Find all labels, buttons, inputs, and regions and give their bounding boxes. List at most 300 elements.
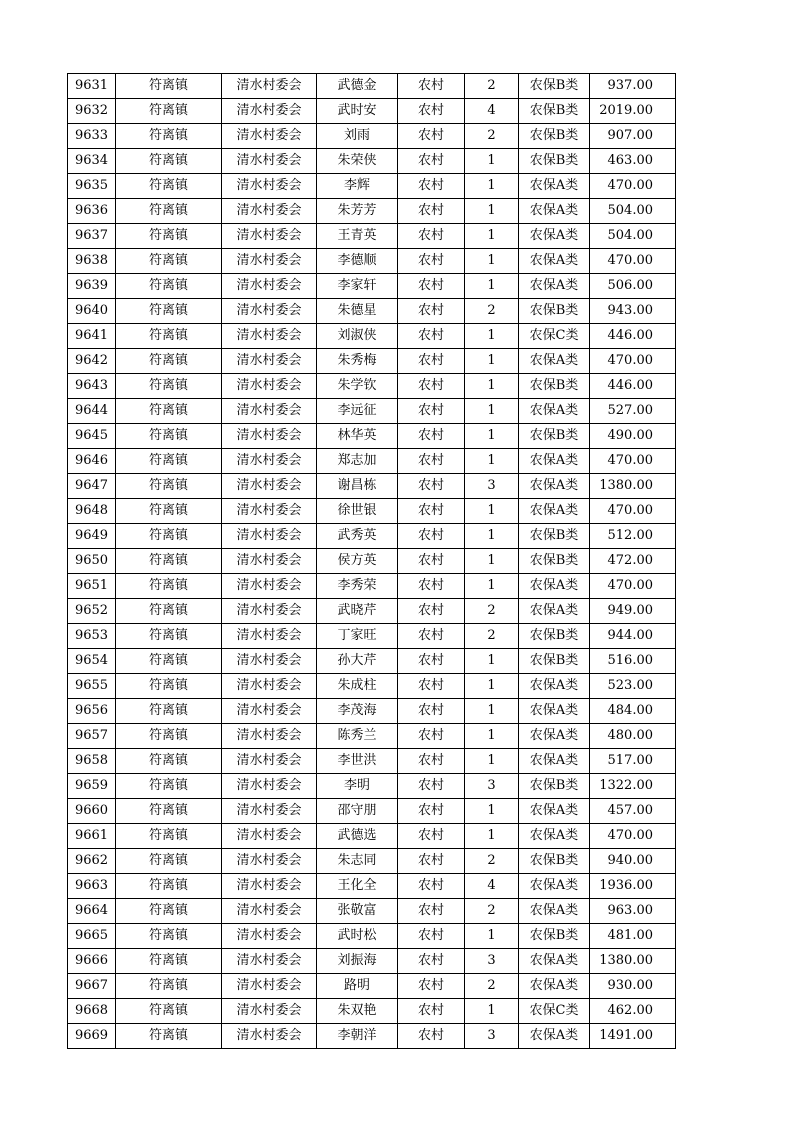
insurance-category-cell: 农保B类	[519, 374, 590, 399]
household-size-cell: 1	[465, 549, 519, 574]
household-size-cell: 3	[465, 949, 519, 974]
serial-cell: 9647	[68, 474, 116, 499]
name-cell: 李秀荣	[317, 574, 398, 599]
area-type-cell: 农村	[398, 599, 465, 624]
insurance-category-cell: 农保B类	[519, 149, 590, 174]
village-committee-cell: 清水村委会	[222, 474, 317, 499]
insurance-category-cell: 农保B类	[519, 74, 590, 99]
area-type-cell: 农村	[398, 474, 465, 499]
serial-cell: 9667	[68, 974, 116, 999]
insurance-category-cell: 农保C类	[519, 324, 590, 349]
village-committee-cell: 清水村委会	[222, 774, 317, 799]
town-cell: 符离镇	[116, 374, 222, 399]
household-size-cell: 2	[465, 899, 519, 924]
household-size-cell: 1	[465, 449, 519, 474]
amount-cell: 1322.00	[590, 774, 676, 799]
table-row	[68, 199, 676, 224]
area-type-cell: 农村	[398, 824, 465, 849]
town-cell: 符离镇	[116, 824, 222, 849]
village-committee-cell: 清水村委会	[222, 974, 317, 999]
insurance-category-cell: 农保B类	[519, 124, 590, 149]
table-row	[68, 624, 676, 649]
village-committee-cell: 清水村委会	[222, 199, 317, 224]
village-committee-cell: 清水村委会	[222, 249, 317, 274]
table-row	[68, 374, 676, 399]
village-committee-cell: 清水村委会	[222, 299, 317, 324]
name-cell: 朱秀梅	[317, 349, 398, 374]
amount-cell: 470.00	[590, 574, 676, 599]
village-committee-cell: 清水村委会	[222, 374, 317, 399]
table-row	[68, 949, 676, 974]
insurance-category-cell: 农保A类	[519, 274, 590, 299]
town-cell: 符离镇	[116, 499, 222, 524]
amount-cell: 470.00	[590, 249, 676, 274]
table-row	[68, 349, 676, 374]
area-type-cell: 农村	[398, 974, 465, 999]
table-row	[68, 774, 676, 799]
village-committee-cell: 清水村委会	[222, 124, 317, 149]
town-cell: 符离镇	[116, 699, 222, 724]
name-cell: 朱芳芳	[317, 199, 398, 224]
household-size-cell: 1	[465, 249, 519, 274]
serial-cell: 9632	[68, 99, 116, 124]
area-type-cell: 农村	[398, 1024, 465, 1049]
area-type-cell: 农村	[398, 74, 465, 99]
insurance-category-cell: 农保A类	[519, 949, 590, 974]
household-size-cell: 2	[465, 849, 519, 874]
name-cell: 李朝洋	[317, 1024, 398, 1049]
serial-cell: 9665	[68, 924, 116, 949]
village-committee-cell: 清水村委会	[222, 849, 317, 874]
serial-cell: 9669	[68, 1024, 116, 1049]
insurance-category-cell: 农保A类	[519, 199, 590, 224]
table-row	[68, 74, 676, 99]
serial-cell: 9651	[68, 574, 116, 599]
table-row	[68, 649, 676, 674]
serial-cell: 9662	[68, 849, 116, 874]
table-row	[68, 474, 676, 499]
household-size-cell: 1	[465, 224, 519, 249]
area-type-cell: 农村	[398, 674, 465, 699]
serial-cell: 9668	[68, 999, 116, 1024]
town-cell: 符离镇	[116, 274, 222, 299]
area-type-cell: 农村	[398, 849, 465, 874]
insurance-category-cell: 农保A类	[519, 799, 590, 824]
village-committee-cell: 清水村委会	[222, 649, 317, 674]
household-size-cell: 1	[465, 749, 519, 774]
area-type-cell: 农村	[398, 999, 465, 1024]
area-type-cell: 农村	[398, 274, 465, 299]
area-type-cell: 农村	[398, 399, 465, 424]
household-size-cell: 1	[465, 724, 519, 749]
amount-cell: 937.00	[590, 74, 676, 99]
serial-cell: 9654	[68, 649, 116, 674]
amount-cell: 457.00	[590, 799, 676, 824]
table-row	[68, 499, 676, 524]
amount-cell: 517.00	[590, 749, 676, 774]
area-type-cell: 农村	[398, 424, 465, 449]
town-cell: 符离镇	[116, 774, 222, 799]
town-cell: 符离镇	[116, 974, 222, 999]
town-cell: 符离镇	[116, 724, 222, 749]
area-type-cell: 农村	[398, 374, 465, 399]
town-cell: 符离镇	[116, 199, 222, 224]
name-cell: 王化全	[317, 874, 398, 899]
name-cell: 武时安	[317, 99, 398, 124]
town-cell: 符离镇	[116, 549, 222, 574]
insurance-category-cell: 农保A类	[519, 699, 590, 724]
town-cell: 符离镇	[116, 399, 222, 424]
insurance-category-cell: 农保A类	[519, 824, 590, 849]
amount-cell: 1380.00	[590, 474, 676, 499]
area-type-cell: 农村	[398, 299, 465, 324]
serial-cell: 9638	[68, 249, 116, 274]
village-committee-cell: 清水村委会	[222, 899, 317, 924]
name-cell: 武秀英	[317, 524, 398, 549]
table-row	[68, 924, 676, 949]
serial-cell: 9659	[68, 774, 116, 799]
name-cell: 朱德星	[317, 299, 398, 324]
insurance-category-cell: 农保C类	[519, 999, 590, 1024]
name-cell: 朱学钦	[317, 374, 398, 399]
amount-cell: 506.00	[590, 274, 676, 299]
household-size-cell: 1	[465, 574, 519, 599]
town-cell: 符离镇	[116, 574, 222, 599]
serial-cell: 9645	[68, 424, 116, 449]
name-cell: 侯方英	[317, 549, 398, 574]
amount-cell: 463.00	[590, 149, 676, 174]
town-cell: 符离镇	[116, 74, 222, 99]
village-committee-cell: 清水村委会	[222, 724, 317, 749]
amount-cell: 943.00	[590, 299, 676, 324]
serial-cell: 9653	[68, 624, 116, 649]
household-size-cell: 4	[465, 874, 519, 899]
serial-cell: 9633	[68, 124, 116, 149]
village-committee-cell: 清水村委会	[222, 149, 317, 174]
household-size-cell: 1	[465, 199, 519, 224]
serial-cell: 9641	[68, 324, 116, 349]
serial-cell: 9635	[68, 174, 116, 199]
amount-cell: 527.00	[590, 399, 676, 424]
insurance-category-cell: 农保A类	[519, 899, 590, 924]
table-row	[68, 899, 676, 924]
village-committee-cell: 清水村委会	[222, 599, 317, 624]
table-row	[68, 424, 676, 449]
town-cell: 符离镇	[116, 674, 222, 699]
household-size-cell: 3	[465, 774, 519, 799]
household-size-cell: 1	[465, 324, 519, 349]
insurance-category-cell: 农保A类	[519, 399, 590, 424]
serial-cell: 9646	[68, 449, 116, 474]
insurance-category-cell: 农保B类	[519, 774, 590, 799]
household-size-cell: 1	[465, 524, 519, 549]
area-type-cell: 农村	[398, 324, 465, 349]
name-cell: 李明	[317, 774, 398, 799]
household-size-cell: 3	[465, 1024, 519, 1049]
town-cell: 符离镇	[116, 624, 222, 649]
village-committee-cell: 清水村委会	[222, 424, 317, 449]
name-cell: 朱荣侠	[317, 149, 398, 174]
area-type-cell: 农村	[398, 624, 465, 649]
amount-cell: 907.00	[590, 124, 676, 149]
insurance-category-cell: 农保B类	[519, 524, 590, 549]
household-size-cell: 1	[465, 824, 519, 849]
household-size-cell: 1	[465, 699, 519, 724]
name-cell: 邵守朋	[317, 799, 398, 824]
amount-cell: 1491.00	[590, 1024, 676, 1049]
serial-cell: 9658	[68, 749, 116, 774]
table-row	[68, 174, 676, 199]
area-type-cell: 农村	[398, 874, 465, 899]
area-type-cell: 农村	[398, 349, 465, 374]
household-size-cell: 1	[465, 149, 519, 174]
name-cell: 刘振海	[317, 949, 398, 974]
household-size-cell: 2	[465, 74, 519, 99]
town-cell: 符离镇	[116, 124, 222, 149]
household-size-cell: 1	[465, 274, 519, 299]
table-row	[68, 299, 676, 324]
serial-cell: 9648	[68, 499, 116, 524]
amount-cell: 480.00	[590, 724, 676, 749]
insurance-category-cell: 农保B类	[519, 549, 590, 574]
name-cell: 孙大芹	[317, 649, 398, 674]
area-type-cell: 农村	[398, 649, 465, 674]
insurance-category-cell: 农保B类	[519, 849, 590, 874]
amount-cell: 470.00	[590, 174, 676, 199]
village-committee-cell: 清水村委会	[222, 449, 317, 474]
town-cell: 符离镇	[116, 899, 222, 924]
area-type-cell: 农村	[398, 724, 465, 749]
amount-cell: 472.00	[590, 549, 676, 574]
village-committee-cell: 清水村委会	[222, 224, 317, 249]
household-size-cell: 1	[465, 349, 519, 374]
insurance-category-cell: 农保A类	[519, 1024, 590, 1049]
village-committee-cell: 清水村委会	[222, 799, 317, 824]
name-cell: 林华英	[317, 424, 398, 449]
village-committee-cell: 清水村委会	[222, 874, 317, 899]
insurance-category-cell: 农保A类	[519, 974, 590, 999]
insurance-category-cell: 农保A类	[519, 674, 590, 699]
name-cell: 武晓芹	[317, 599, 398, 624]
name-cell: 朱双艳	[317, 999, 398, 1024]
household-size-cell: 2	[465, 974, 519, 999]
insurance-category-cell: 农保A类	[519, 599, 590, 624]
household-size-cell: 1	[465, 374, 519, 399]
area-type-cell: 农村	[398, 99, 465, 124]
area-type-cell: 农村	[398, 749, 465, 774]
town-cell: 符离镇	[116, 99, 222, 124]
village-committee-cell: 清水村委会	[222, 524, 317, 549]
household-size-cell: 1	[465, 674, 519, 699]
serial-cell: 9649	[68, 524, 116, 549]
table-row	[68, 824, 676, 849]
town-cell: 符离镇	[116, 599, 222, 624]
table-row	[68, 799, 676, 824]
insurance-category-cell: 农保A类	[519, 499, 590, 524]
serial-cell: 9660	[68, 799, 116, 824]
table-row	[68, 874, 676, 899]
household-size-cell: 1	[465, 799, 519, 824]
amount-cell: 1380.00	[590, 949, 676, 974]
serial-cell: 9644	[68, 399, 116, 424]
town-cell: 符离镇	[116, 249, 222, 274]
serial-cell: 9637	[68, 224, 116, 249]
table-row	[68, 549, 676, 574]
area-type-cell: 农村	[398, 524, 465, 549]
table-row	[68, 124, 676, 149]
name-cell: 朱志同	[317, 849, 398, 874]
serial-cell: 9643	[68, 374, 116, 399]
insurance-category-cell: 农保A类	[519, 174, 590, 199]
roster-body	[68, 74, 676, 1049]
insurance-category-cell: 农保B类	[519, 424, 590, 449]
serial-cell: 9631	[68, 74, 116, 99]
village-committee-cell: 清水村委会	[222, 674, 317, 699]
village-committee-cell: 清水村委会	[222, 824, 317, 849]
village-committee-cell: 清水村委会	[222, 574, 317, 599]
town-cell: 符离镇	[116, 649, 222, 674]
serial-cell: 9664	[68, 899, 116, 924]
table-row	[68, 1024, 676, 1049]
town-cell: 符离镇	[116, 324, 222, 349]
town-cell: 符离镇	[116, 474, 222, 499]
table-row	[68, 99, 676, 124]
name-cell: 谢昌栋	[317, 474, 398, 499]
amount-cell: 930.00	[590, 974, 676, 999]
amount-cell: 504.00	[590, 199, 676, 224]
serial-cell: 9640	[68, 299, 116, 324]
insurance-category-cell: 农保A类	[519, 224, 590, 249]
amount-cell: 2019.00	[590, 99, 676, 124]
village-committee-cell: 清水村委会	[222, 549, 317, 574]
village-committee-cell: 清水村委会	[222, 699, 317, 724]
name-cell: 张敬富	[317, 899, 398, 924]
town-cell: 符离镇	[116, 299, 222, 324]
town-cell: 符离镇	[116, 799, 222, 824]
village-committee-cell: 清水村委会	[222, 324, 317, 349]
household-size-cell: 1	[465, 424, 519, 449]
table-row	[68, 274, 676, 299]
area-type-cell: 农村	[398, 574, 465, 599]
name-cell: 李远征	[317, 399, 398, 424]
insurance-category-cell: 农保B类	[519, 624, 590, 649]
name-cell: 刘淑侠	[317, 324, 398, 349]
serial-cell: 9666	[68, 949, 116, 974]
area-type-cell: 农村	[398, 699, 465, 724]
amount-cell: 490.00	[590, 424, 676, 449]
amount-cell: 940.00	[590, 849, 676, 874]
table-row	[68, 524, 676, 549]
name-cell: 李德顺	[317, 249, 398, 274]
name-cell: 丁家旺	[317, 624, 398, 649]
area-type-cell: 农村	[398, 549, 465, 574]
area-type-cell: 农村	[398, 224, 465, 249]
household-size-cell: 1	[465, 399, 519, 424]
household-size-cell: 2	[465, 299, 519, 324]
table-row	[68, 249, 676, 274]
insurance-category-cell: 农保A类	[519, 724, 590, 749]
area-type-cell: 农村	[398, 799, 465, 824]
household-size-cell: 2	[465, 124, 519, 149]
insurance-category-cell: 农保B类	[519, 649, 590, 674]
household-size-cell: 4	[465, 99, 519, 124]
amount-cell: 470.00	[590, 499, 676, 524]
amount-cell: 523.00	[590, 674, 676, 699]
town-cell: 符离镇	[116, 949, 222, 974]
household-size-cell: 3	[465, 474, 519, 499]
household-size-cell: 2	[465, 599, 519, 624]
name-cell: 李世洪	[317, 749, 398, 774]
household-size-cell: 2	[465, 624, 519, 649]
table-row	[68, 399, 676, 424]
name-cell: 朱成柱	[317, 674, 398, 699]
village-committee-cell: 清水村委会	[222, 99, 317, 124]
town-cell: 符离镇	[116, 924, 222, 949]
amount-cell: 949.00	[590, 599, 676, 624]
name-cell: 徐世银	[317, 499, 398, 524]
town-cell: 符离镇	[116, 424, 222, 449]
amount-cell: 470.00	[590, 824, 676, 849]
amount-cell: 462.00	[590, 999, 676, 1024]
insurance-category-cell: 农保A类	[519, 874, 590, 899]
insurance-category-cell: 农保A类	[519, 249, 590, 274]
village-committee-cell: 清水村委会	[222, 749, 317, 774]
serial-cell: 9655	[68, 674, 116, 699]
name-cell: 陈秀兰	[317, 724, 398, 749]
village-committee-cell: 清水村委会	[222, 399, 317, 424]
amount-cell: 446.00	[590, 374, 676, 399]
household-size-cell: 1	[465, 649, 519, 674]
table-row	[68, 974, 676, 999]
area-type-cell: 农村	[398, 124, 465, 149]
amount-cell: 470.00	[590, 449, 676, 474]
amount-cell: 470.00	[590, 349, 676, 374]
amount-cell: 516.00	[590, 649, 676, 674]
table-row	[68, 724, 676, 749]
town-cell: 符离镇	[116, 849, 222, 874]
area-type-cell: 农村	[398, 199, 465, 224]
serial-cell: 9661	[68, 824, 116, 849]
serial-cell: 9652	[68, 599, 116, 624]
area-type-cell: 农村	[398, 774, 465, 799]
town-cell: 符离镇	[116, 449, 222, 474]
town-cell: 符离镇	[116, 874, 222, 899]
name-cell: 李茂海	[317, 699, 398, 724]
household-size-cell: 1	[465, 499, 519, 524]
table-row	[68, 699, 676, 724]
village-committee-cell: 清水村委会	[222, 499, 317, 524]
town-cell: 符离镇	[116, 999, 222, 1024]
area-type-cell: 农村	[398, 149, 465, 174]
insurance-category-cell: 农保A类	[519, 449, 590, 474]
village-committee-cell: 清水村委会	[222, 999, 317, 1024]
name-cell: 刘雨	[317, 124, 398, 149]
area-type-cell: 农村	[398, 899, 465, 924]
name-cell: 王青英	[317, 224, 398, 249]
roster-table	[67, 73, 676, 1049]
table-row	[68, 849, 676, 874]
name-cell: 李家轩	[317, 274, 398, 299]
table-row	[68, 324, 676, 349]
insurance-category-cell: 农保A类	[519, 749, 590, 774]
table-row	[68, 149, 676, 174]
area-type-cell: 农村	[398, 949, 465, 974]
serial-cell: 9636	[68, 199, 116, 224]
name-cell: 武德金	[317, 74, 398, 99]
household-size-cell: 1	[465, 174, 519, 199]
insurance-category-cell: 农保B类	[519, 924, 590, 949]
serial-cell: 9639	[68, 274, 116, 299]
